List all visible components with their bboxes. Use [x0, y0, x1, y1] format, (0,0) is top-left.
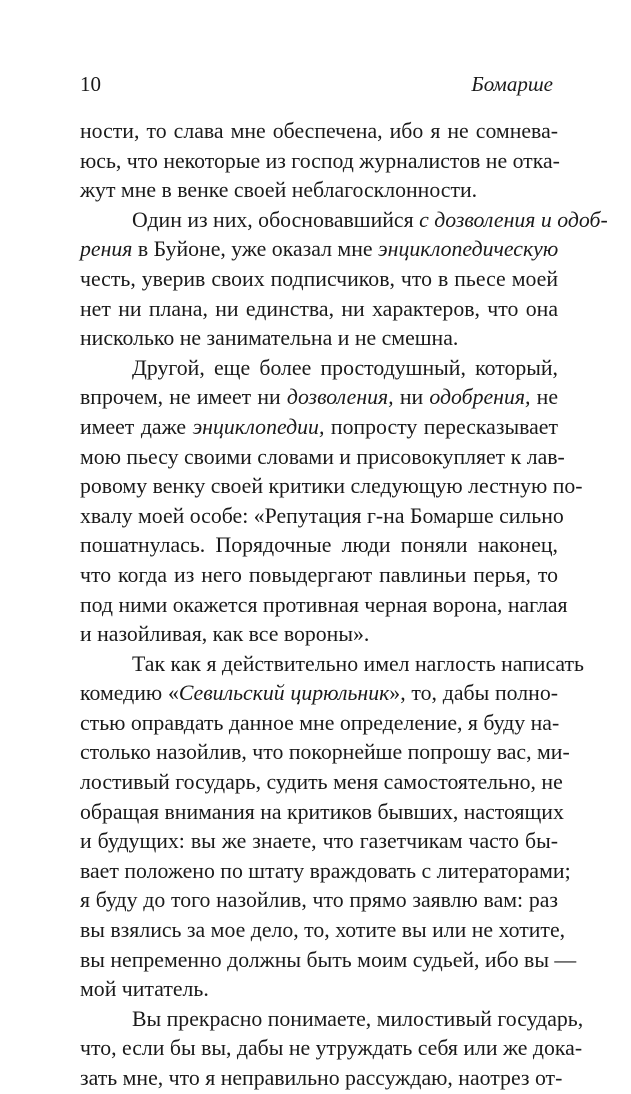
- text-run: имеет даже: [80, 414, 193, 439]
- italic-text: дозволения,: [286, 385, 394, 410]
- text-run: лостивый государь, судить меня самостоятельно, не: [80, 770, 563, 795]
- text-run: Один из них, обосновавшийся: [132, 207, 420, 232]
- text-run: в Буйоне, уже оказал мне: [132, 237, 379, 262]
- text-run: я буду до того назойлив, что прямо заявлю вам: раз: [80, 888, 558, 913]
- text-run: вы непременно должны быть моим судьей, ибо вы —: [80, 947, 577, 972]
- text-run: комедию «: [80, 681, 179, 706]
- text-line: [80, 768, 563, 798]
- italic-text: Севильский цирюльник: [178, 681, 390, 706]
- text-run: Вы прекрасно понимаете, милостивый государь,: [132, 1006, 584, 1031]
- page-number: 10: [80, 72, 101, 96]
- text-run: вы взялись за мое дело, то, хотите вы или не хотите,: [80, 918, 566, 943]
- text-run: мой читатель.: [80, 977, 209, 1002]
- text-run: честь, уверив своих подписчиков, что в пьесе моей: [80, 266, 558, 291]
- text-line: [80, 147, 558, 177]
- text-run: и назойливая, как все вороны».: [80, 622, 370, 647]
- text-run: что, если бы вы, дабы не утруждать себя или же дока-: [80, 1036, 583, 1061]
- text-run: впрочем, не имеет ни: [80, 385, 287, 410]
- text-line: [80, 265, 558, 295]
- text-run: стью оправдать данное мне определение, я буду на-: [80, 710, 560, 735]
- text-run: зать мне, что я неправильно рассуждаю, наотрез от-: [80, 1066, 563, 1090]
- text-run: мою пьесу своими словами и присовокупляет к лав-: [80, 444, 565, 469]
- text-line: [80, 620, 558, 650]
- paragraph: [80, 117, 558, 206]
- text-line: [80, 472, 583, 502]
- text-line: [80, 235, 558, 265]
- text-line: [80, 1005, 584, 1035]
- text-line: [80, 1064, 563, 1094]
- italic-text: с дозволения и одоб-: [419, 207, 608, 232]
- text-run: ровому венку своей критики следующую лестную по-: [80, 474, 583, 499]
- text-line: [80, 502, 564, 532]
- text-run: что когда из него повыдергают павлиньи перья, то: [80, 562, 558, 587]
- text-line: [80, 383, 558, 413]
- text-line: [80, 176, 558, 206]
- italic-text: рения: [80, 237, 133, 262]
- text-run: под ними окажется противная черная ворона, наглая: [80, 592, 568, 617]
- text-run: попросту пересказывает: [324, 414, 558, 439]
- text-line: [80, 531, 558, 561]
- text-line: [80, 916, 566, 946]
- text-run: и будущих: вы же знаете, что газетчикам часто бы-: [80, 829, 558, 854]
- text-run: нет ни плана, ни единства, ни характеров, что она: [80, 296, 558, 321]
- body-text: [80, 117, 608, 1094]
- text-line: [80, 295, 558, 325]
- text-line: [80, 709, 558, 739]
- paragraph: [80, 206, 608, 354]
- text-line: [80, 946, 577, 976]
- text-run: », то, дабы полно-: [389, 681, 558, 706]
- text-run: ности, то слава мне обеспечена, ибо я не сомнева-: [80, 119, 558, 143]
- text-line: [80, 679, 558, 709]
- italic-text: энциклопедии,: [192, 414, 325, 439]
- text-line: [80, 827, 558, 857]
- italic-text: одобрения,: [429, 385, 531, 410]
- text-line: [80, 798, 564, 828]
- text-line: [80, 650, 584, 680]
- text-run: нисколько не занимательна и не смешна.: [80, 326, 459, 351]
- text-line: [80, 117, 558, 147]
- paragraph: [80, 354, 583, 650]
- text-line: [80, 975, 558, 1005]
- text-line: [80, 324, 558, 354]
- text-run: столько назойлив, что покорнейше попрошу вас, ми-: [80, 740, 570, 765]
- text-line: [80, 443, 565, 473]
- italic-text: энциклопедическую: [378, 237, 559, 262]
- text-line: [80, 738, 570, 768]
- text-line: [80, 354, 558, 384]
- text-line: [80, 206, 608, 236]
- text-run: ни: [393, 385, 430, 410]
- text-run: Так как я действительно имел наглость написать: [132, 651, 584, 676]
- text-line: [80, 413, 558, 443]
- text-line: [80, 561, 558, 591]
- text-run: юсь, что некоторые из господ журналистов не отка-: [80, 148, 560, 173]
- paragraph: [80, 650, 584, 1005]
- text-run: вает положено по штату враждовать с литераторами;: [80, 858, 571, 883]
- text-run: пошатнулась. Порядочные люди поняли наконец,: [80, 533, 558, 558]
- paragraph: [80, 1005, 584, 1094]
- text-line: [80, 591, 568, 621]
- text-line: [80, 857, 571, 887]
- text-run: не: [530, 385, 559, 410]
- text-run: Другой, еще более простодушный, который,: [132, 355, 558, 380]
- page-header: [80, 72, 553, 97]
- text-run: жут мне в венке своей неблагосклонности.: [80, 178, 478, 203]
- text-line: [80, 1034, 583, 1064]
- text-run: обращая внимания на критиков бывших, настоящих: [80, 799, 564, 824]
- text-run: хвалу моей особе: «Репутация г-на Бомарше сильно: [80, 503, 564, 528]
- running-title: Бомарше: [471, 72, 553, 96]
- text-line: [80, 886, 558, 916]
